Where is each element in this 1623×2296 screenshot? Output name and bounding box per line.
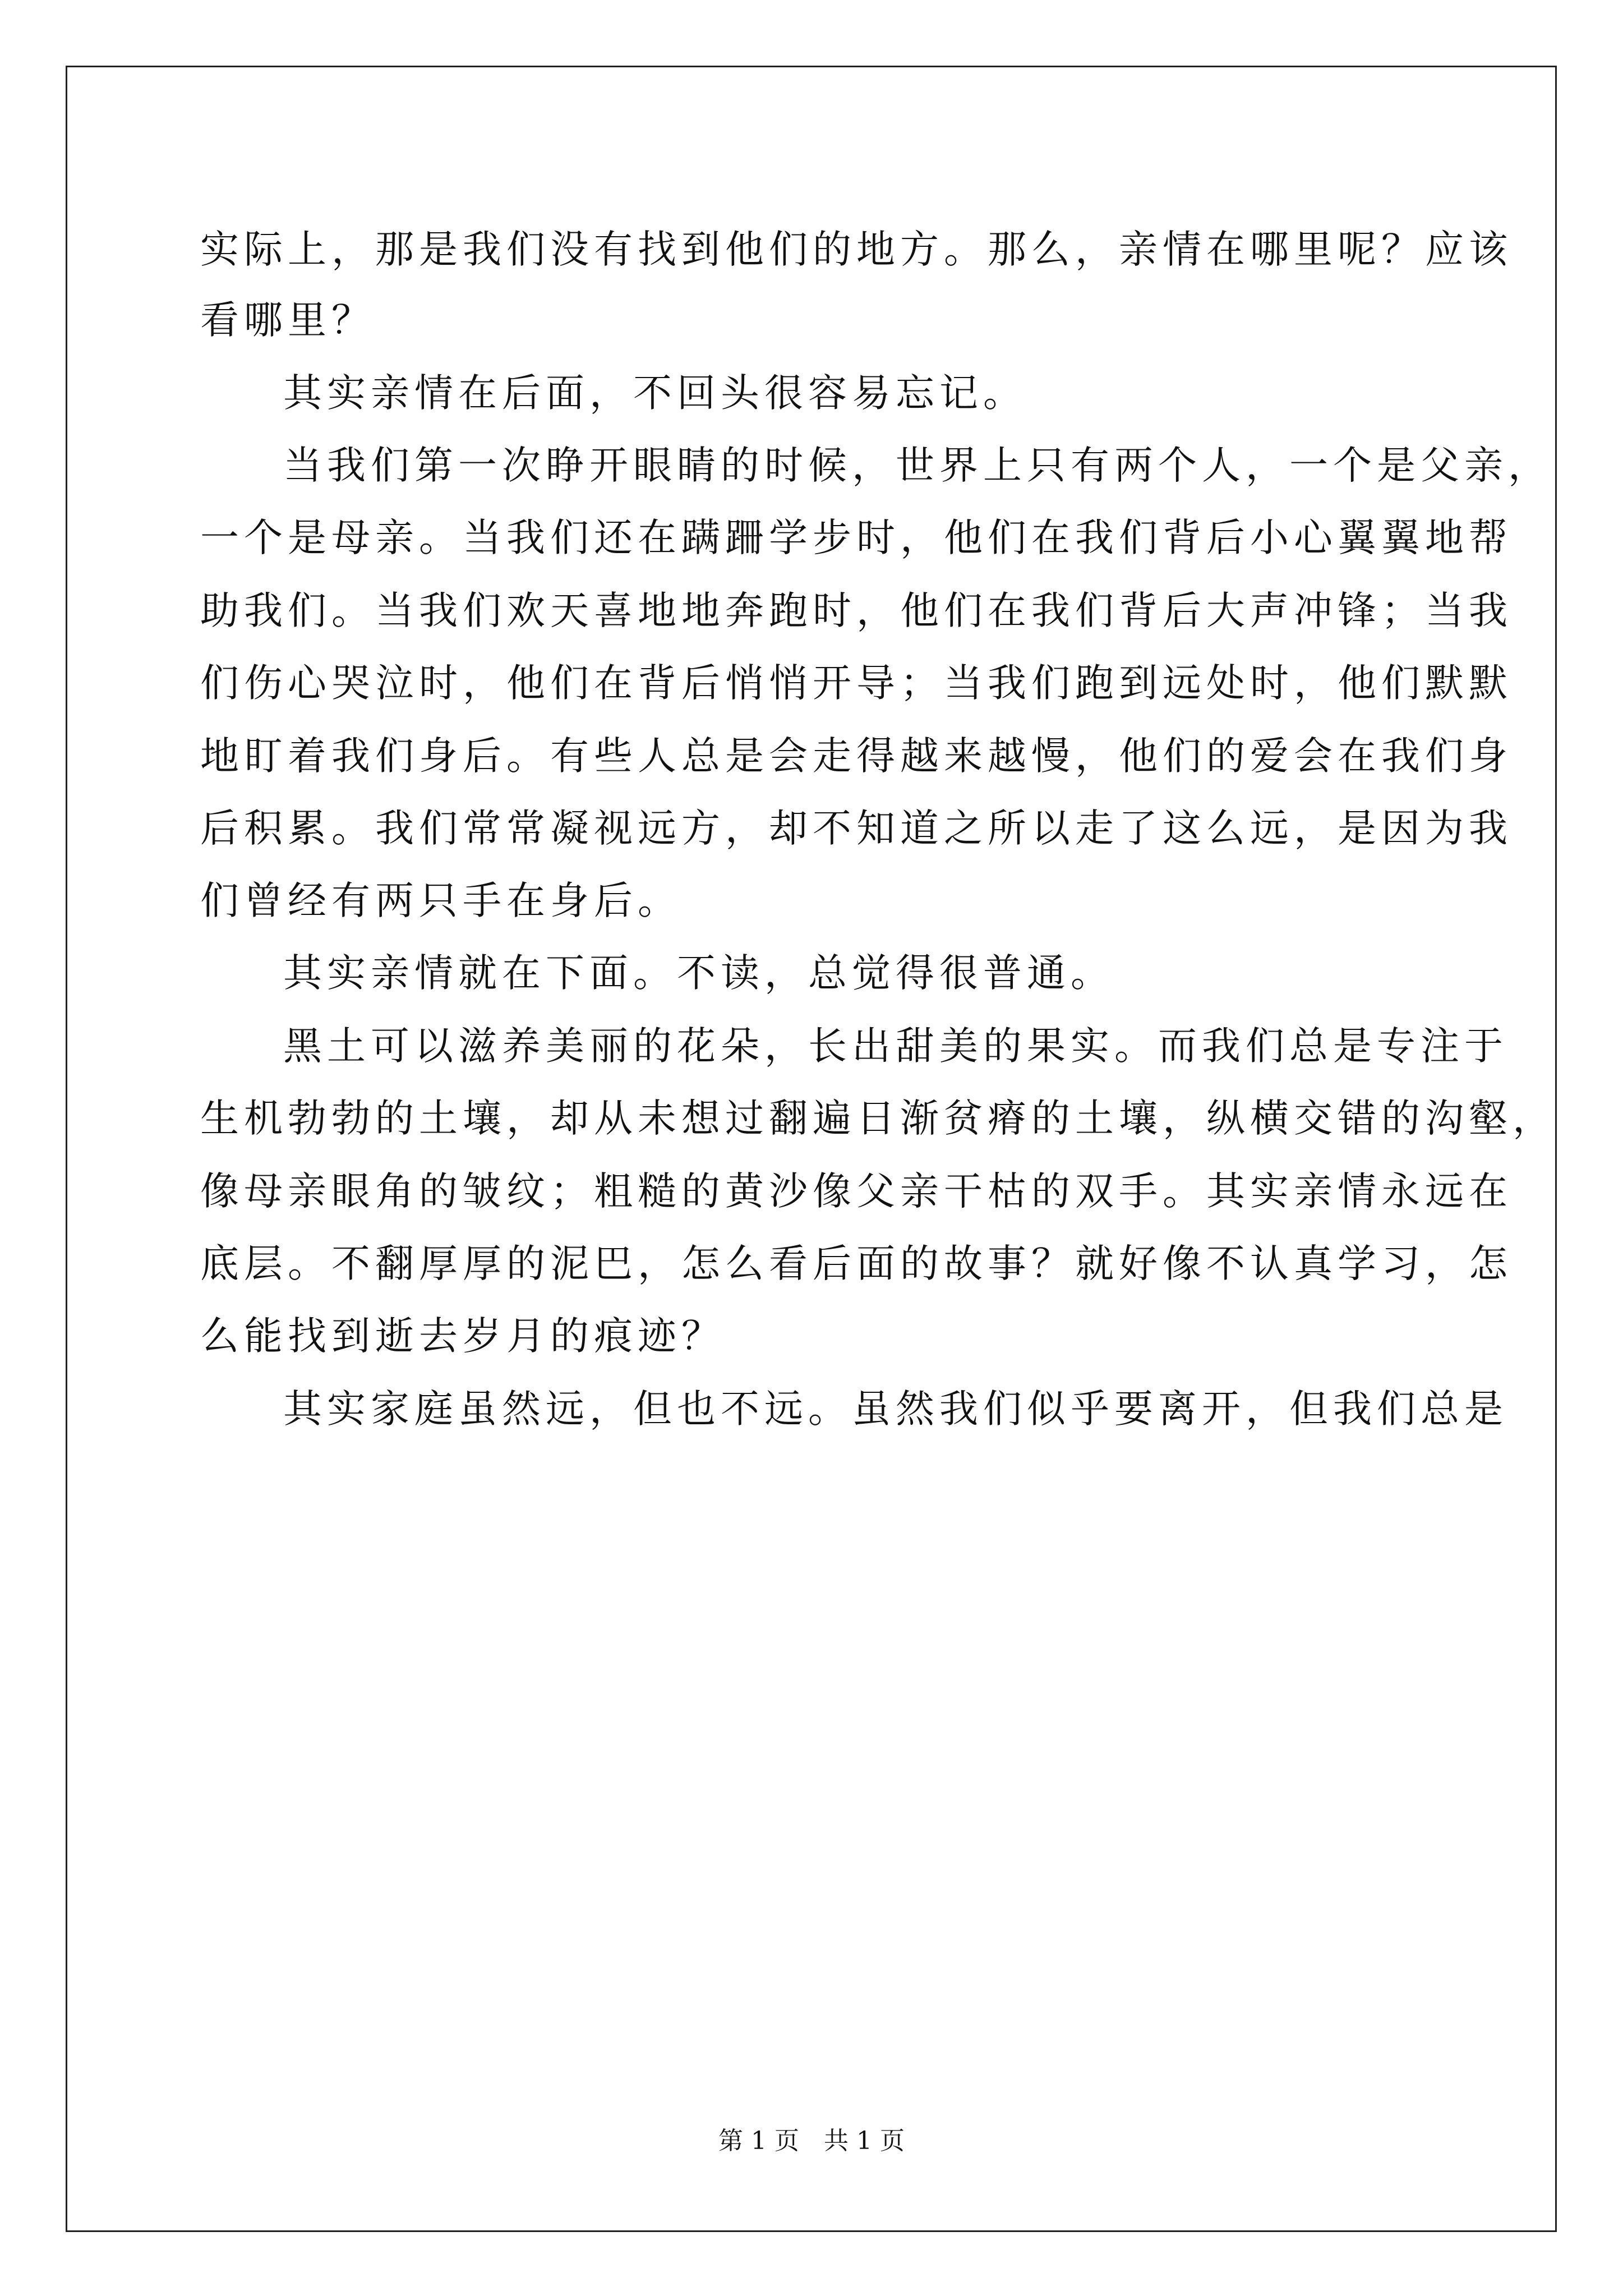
text-line-15: 底层。不翻厚厚的泥巴，怎么看后面的故事？就好像不认真学习，怎 — [200, 1241, 1513, 1286]
text-line-7: 们伤心哭泣时，他们在背后悄悄开导；当我们跑到远处时，他们默默 — [200, 661, 1513, 706]
text-line-8: 地盯着我们身后。有些人总是会走得越来越慢，他们的爱会在我们身 — [200, 734, 1513, 779]
text-line-4: 当我们第一次睁开眼睛的时候，世界上只有两个人，一个是父亲， — [283, 443, 1552, 488]
text-line-10: 们曾经有两只手在身后。 — [200, 878, 681, 923]
text-line-12: 黑土可以滋养美丽的花朵，长出甜美的果实。而我们总是专注于 — [283, 1024, 1508, 1069]
text-line-1: 实际上，那是我们没有找到他们的地方。那么，亲情在哪里呢？应该 — [200, 227, 1513, 272]
page-number-footer: 第 1 页 共 1 页 — [718, 2127, 905, 2155]
text-line-5: 一个是母亲。当我们还在蹒跚学步时，他们在我们背后小心翼翼地帮 — [200, 516, 1513, 560]
text-line-11: 其实亲情就在下面。不读，总觉得很普通。 — [283, 951, 1114, 996]
text-line-13: 生机勃勃的土壤，却从未想过翻遍日渐贫瘠的土壤，纵横交错的沟壑， — [200, 1096, 1556, 1141]
text-line-16: 么能找到逝去岁月的痕迹？ — [200, 1314, 725, 1359]
text-line-17: 其实家庭虽然远，但也不远。虽然我们似乎要离开，但我们总是 — [283, 1387, 1508, 1432]
text-line-6: 助我们。当我们欢天喜地地奔跑时，他们在我们背后大声冲锋；当我 — [200, 588, 1513, 633]
text-line-9: 后积累。我们常常凝视远方，却不知道之所以走了这么远，是因为我 — [200, 806, 1513, 851]
text-line-14: 像母亲眼角的皱纹；粗糙的黄沙像父亲干枯的双手。其实亲情永远在 — [200, 1169, 1513, 1214]
text-line-2: 看哪里？ — [200, 298, 375, 343]
text-line-3: 其实亲情在后面，不回头很容易忘记。 — [283, 371, 1027, 416]
